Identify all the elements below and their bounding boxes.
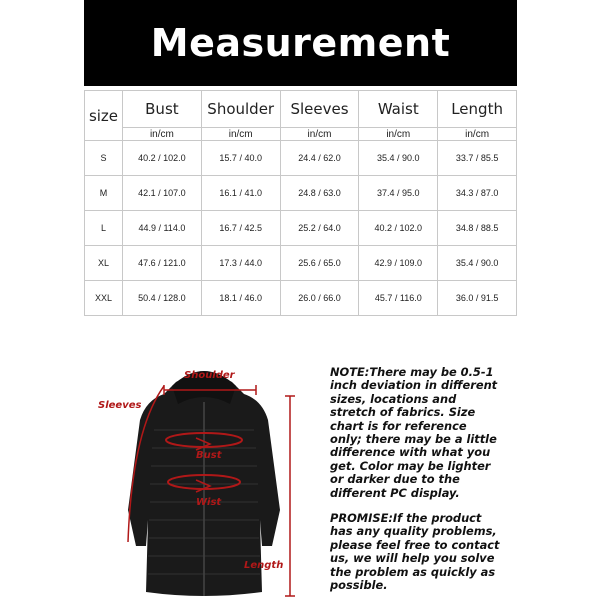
table-row [85, 176, 517, 211]
table-cell: 18.1 / 46.0 [201, 281, 280, 316]
table-cell: 17.3 / 44.0 [201, 246, 280, 281]
table-cell: 40.2 / 102.0 [359, 211, 438, 246]
unit-label: in/cm [280, 128, 359, 141]
size-column-header: size [85, 91, 123, 141]
table-cell: 33.7 / 85.5 [438, 141, 517, 176]
waist-label: Wist [196, 497, 222, 508]
table-cell: 35.4 / 90.0 [359, 141, 438, 176]
promise-text: PROMISE:If the product has any quality problems, please feel free to contact us, we will help you solve the problem as quickly as possible. [330, 511, 500, 593]
table-cell: 42.9 / 109.0 [359, 246, 438, 281]
table-cell: 15.7 / 40.0 [201, 141, 280, 176]
bust-label: Bust [196, 450, 222, 461]
table-cell: 36.0 / 91.5 [438, 281, 517, 316]
length-label: Length [244, 560, 284, 571]
size-chart-table [84, 90, 517, 316]
column-header-length: Length [438, 91, 517, 128]
table-cell: 34.8 / 88.5 [438, 211, 517, 246]
column-header-waist: Waist [359, 91, 438, 128]
table-cell: 25.6 / 65.0 [280, 246, 359, 281]
table-cell: 26.0 / 66.0 [280, 281, 359, 316]
table-cell: 40.2 / 102.0 [123, 141, 202, 176]
note-text: NOTE:There may be 0.5-1 inch deviation in different sizes, locations and stretch of fabrics. Size chart is for reference only; there may be a little difference with what you get. Color may be lighter or darker due to the different PC display. [330, 365, 498, 500]
unit-label: in/cm [359, 128, 438, 141]
table-row [85, 246, 517, 281]
coat-measurement-diagram [84, 360, 324, 600]
title-banner [84, 0, 517, 86]
column-header-bust: Bust [123, 91, 202, 128]
unit-label: in/cm [123, 128, 202, 141]
unit-label: in/cm [438, 128, 517, 141]
table-cell: 42.1 / 107.0 [123, 176, 202, 211]
table-header-row [85, 91, 517, 128]
column-header-shoulder: Shoulder [201, 91, 280, 128]
table-cell: 45.7 / 116.0 [359, 281, 438, 316]
table-cell: 35.4 / 90.0 [438, 246, 517, 281]
size-cell: L [85, 211, 123, 246]
table-row [85, 281, 517, 316]
sleeves-label: Sleeves [98, 400, 142, 411]
size-cell: S [85, 141, 123, 176]
table-cell: 16.1 / 41.0 [201, 176, 280, 211]
size-cell: XL [85, 246, 123, 281]
size-cell: XXL [85, 281, 123, 316]
table-cell: 50.4 / 128.0 [123, 281, 202, 316]
unit-row [85, 128, 517, 141]
table-cell: 37.4 / 95.0 [359, 176, 438, 211]
table-cell: 16.7 / 42.5 [201, 211, 280, 246]
unit-label: in/cm [201, 128, 280, 141]
column-header-sleeves: Sleeves [280, 91, 359, 128]
table-cell: 34.3 / 87.0 [438, 176, 517, 211]
table-row [85, 141, 517, 176]
size-cell: M [85, 176, 123, 211]
table-cell: 24.4 / 62.0 [280, 141, 359, 176]
table-cell: 24.8 / 63.0 [280, 176, 359, 211]
table-cell: 25.2 / 64.0 [280, 211, 359, 246]
page-title: Measurement [150, 21, 451, 65]
table-cell: 47.6 / 121.0 [123, 246, 202, 281]
table-cell: 44.9 / 114.0 [123, 211, 202, 246]
table-row [85, 211, 517, 246]
coat-illustration [84, 360, 324, 600]
shoulder-label: Shoulder [184, 370, 235, 381]
